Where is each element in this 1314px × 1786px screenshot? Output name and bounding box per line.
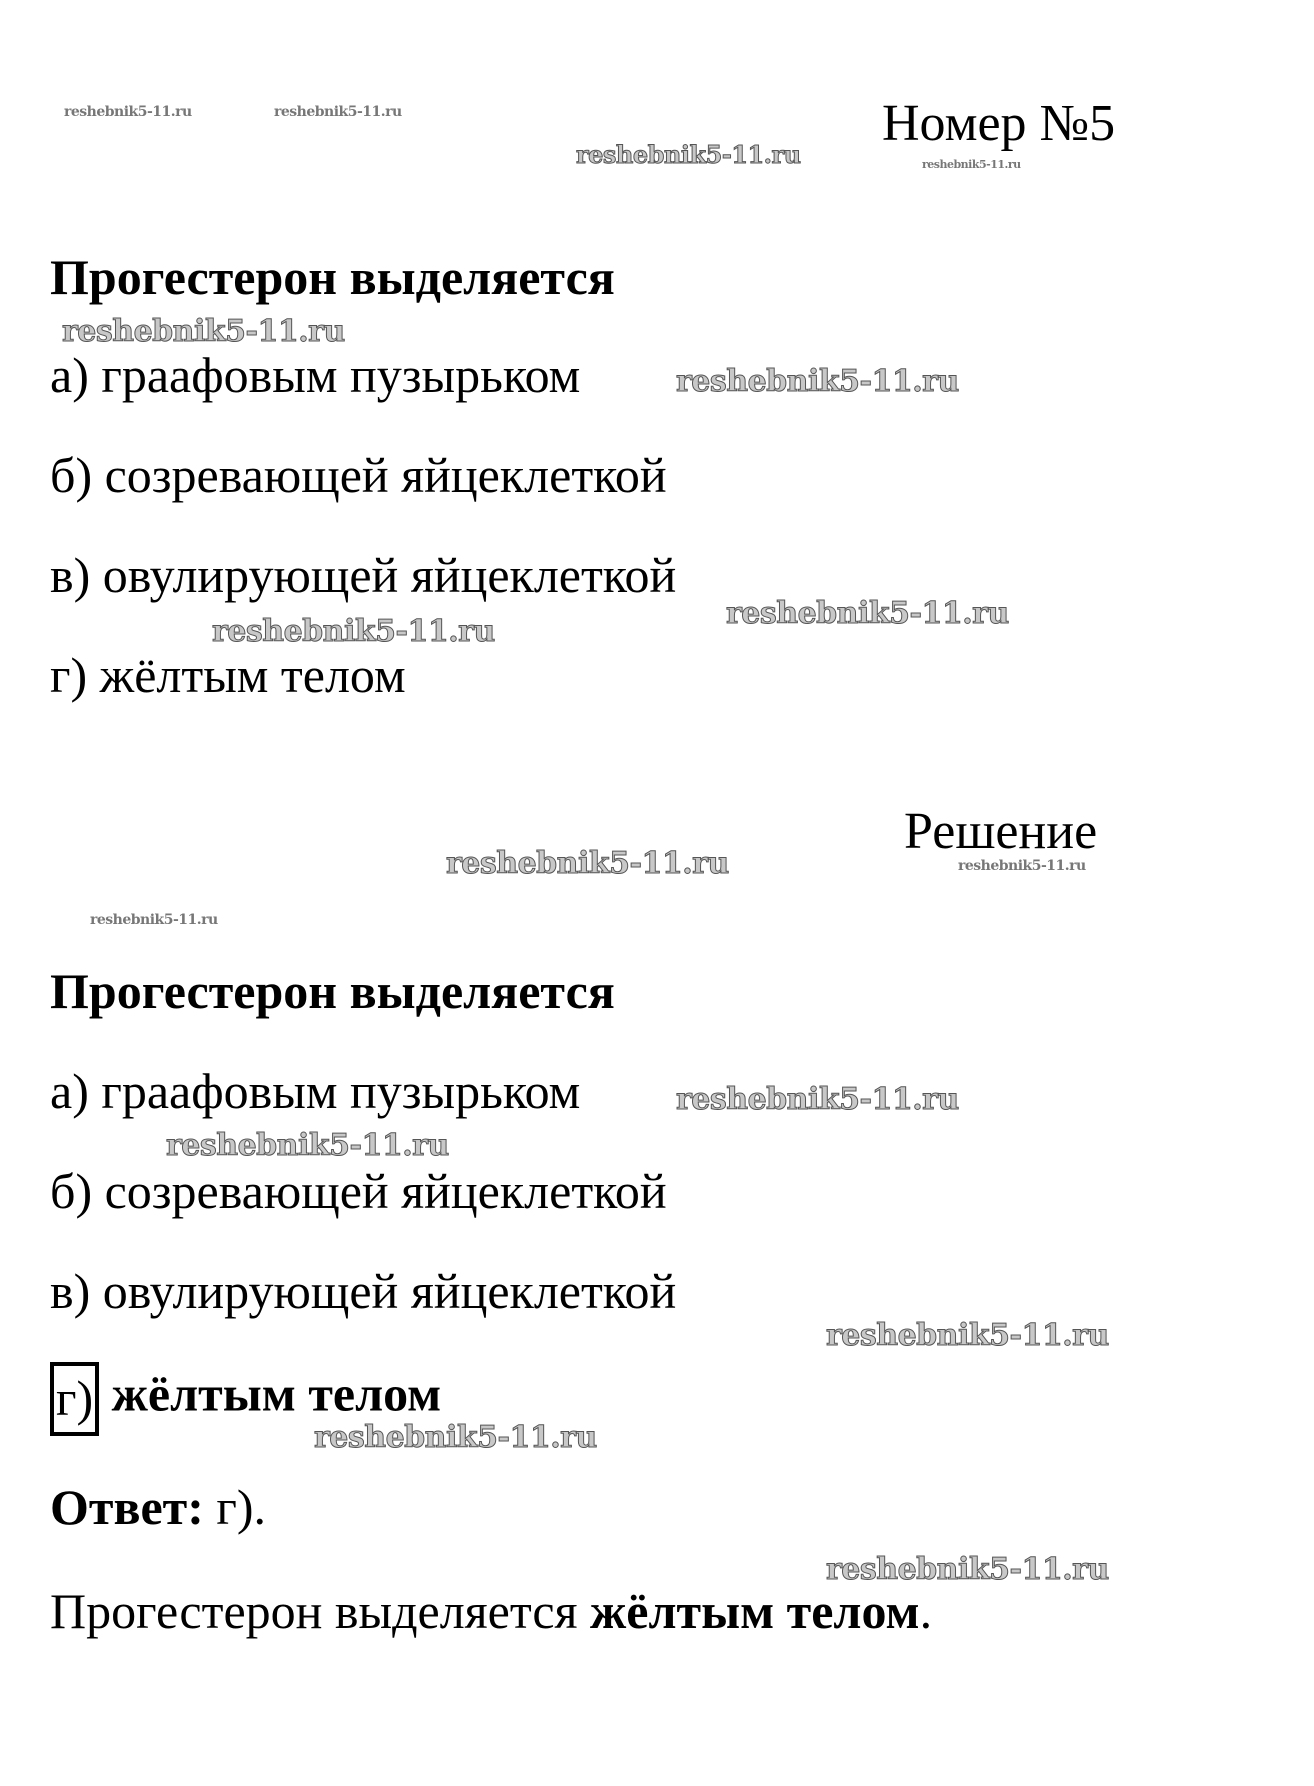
solution-option-c: в) овулирующей яйцеклеткой [50,1263,677,1319]
correct-letter-box: г) [50,1362,99,1436]
watermark: reshebnik5-11.ru [166,1128,449,1163]
option-d: г) жёлтым телом [50,647,406,703]
watermark: reshebnik5-11.ru [446,846,729,881]
watermark: reshebnik5-11.ru [676,364,959,399]
watermark: reshebnik5-11.ru [314,1420,597,1455]
answer-line [50,1478,266,1536]
watermark: reshebnik5-11.ru [958,858,1086,874]
correct-option-text: жёлтым телом [111,1365,442,1422]
watermark: reshebnik5-11.ru [826,1552,1109,1587]
explanation-suffix: . [919,1583,933,1639]
solution-title: Решение [904,803,1098,860]
solution-question-heading: Прогестерон выделяется [50,963,615,1019]
watermark: reshebnik5-11.ru [922,158,1021,171]
answer-label: Ответ: [50,1479,204,1535]
watermark: reshebnik5-11.ru [212,614,495,649]
explanation-prefix: Прогестерон выделяется [50,1583,591,1639]
explanation-line [50,1582,932,1640]
watermark: reshebnik5-11.ru [274,104,402,120]
solution-correct-option [50,1362,441,1436]
page-title: Номер №5 [882,95,1116,152]
solution-option-a: а) граафовым пузырьком [50,1063,581,1119]
watermark: reshebnik5-11.ru [826,1318,1109,1353]
watermark: reshebnik5-11.ru [90,912,218,928]
option-a: а) граафовым пузырьком [50,347,581,403]
answer-value: г). [203,1479,267,1535]
watermark: reshebnik5-11.ru [676,1082,959,1117]
explanation-bold: жёлтым телом [590,1583,920,1639]
solution-option-b: б) созревающей яйцеклеткой [50,1163,667,1219]
watermark: reshebnik5-11.ru [726,596,1009,631]
option-c: в) овулирующей яйцеклеткой [50,547,677,603]
option-b: б) созревающей яйцеклеткой [50,447,667,503]
watermark: reshebnik5-11.ru [576,140,801,169]
watermark: reshebnik5-11.ru [62,314,345,349]
watermark: reshebnik5-11.ru [64,104,192,120]
question-heading: Прогестерон выделяется [50,249,615,305]
